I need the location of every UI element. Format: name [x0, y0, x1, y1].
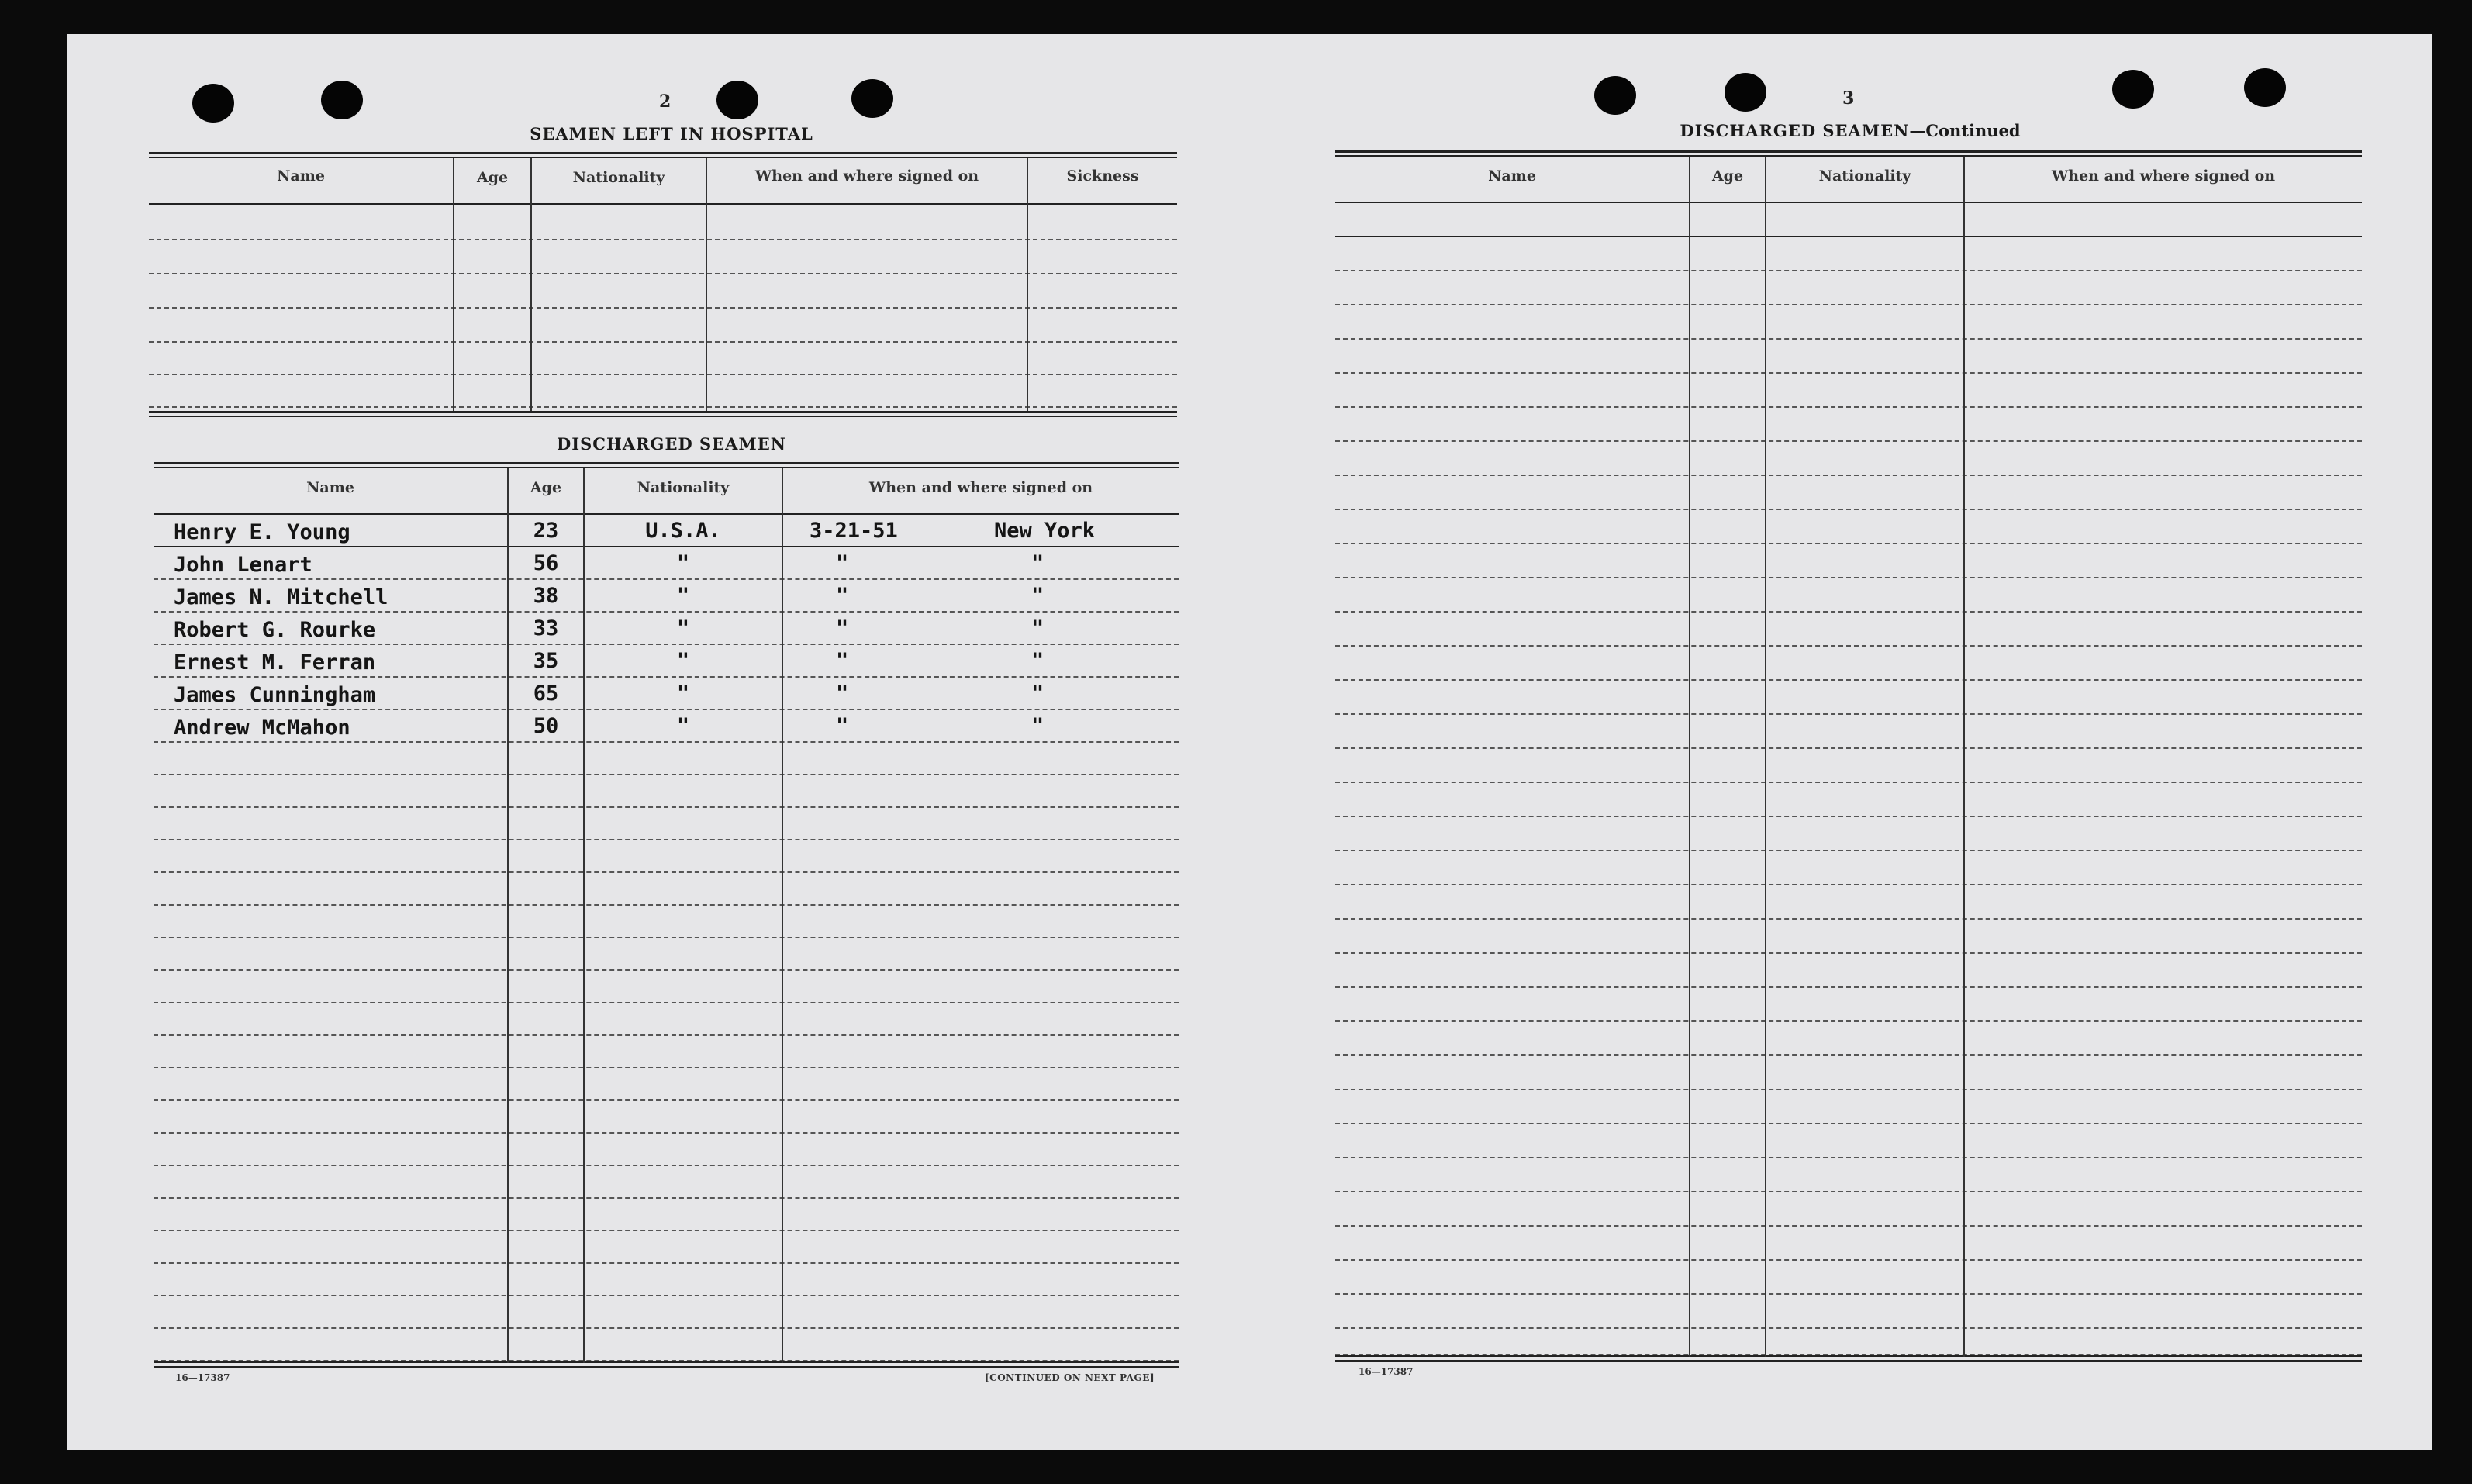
title-text: DISCHARGED SEAMEN: [1680, 121, 1910, 140]
row-when: ": [836, 714, 849, 738]
punch-hole: [321, 81, 363, 119]
discharged-section-title: DISCHARGED SEAMEN: [557, 434, 786, 454]
manifest-sheet: [67, 34, 2432, 1450]
form-number-left: 16—17387: [175, 1372, 230, 1383]
col-header-nationality: Nationality: [637, 479, 730, 496]
discharged-continued-title: [1656, 121, 2044, 140]
row-where: ": [1031, 682, 1044, 706]
row-name: James Cunningham: [174, 683, 376, 707]
row-where: ": [1031, 551, 1044, 575]
row-age: 33: [533, 616, 559, 640]
row-age: 56: [533, 551, 559, 575]
col-header-nationality: Nationality: [572, 169, 665, 186]
page-number-right: 3: [1842, 88, 1855, 109]
row-nationality: U.S.A.: [645, 519, 721, 543]
col-header-name: Name: [306, 479, 354, 496]
row-where: ": [1031, 584, 1044, 608]
row-age: 35: [533, 649, 559, 673]
page-number-left: 2: [659, 91, 672, 112]
row-nationality: ": [676, 682, 690, 706]
col-header-when-where: When and where signed on: [868, 479, 1093, 496]
form-number-right: 16—17387: [1359, 1366, 1414, 1377]
title-suffix: —Continued: [1909, 121, 2021, 140]
row-when: ": [836, 616, 849, 640]
row-name: Henry E. Young: [174, 520, 350, 544]
col-header-name: Name: [277, 167, 325, 185]
row-where: ": [1031, 714, 1044, 738]
row-where: ": [1031, 649, 1044, 673]
row-name: Andrew McMahon: [174, 716, 350, 740]
col-header-sickness: Sickness: [1066, 167, 1139, 185]
row-nationality: ": [676, 551, 690, 575]
hospital-section-title: SEAMEN LEFT IN HOSPITAL: [530, 124, 813, 143]
row-age: 50: [533, 714, 559, 738]
row-nationality: ": [676, 649, 690, 673]
row-name: Ernest M. Ferran: [174, 651, 376, 675]
row-nationality: ": [676, 616, 690, 640]
row-age: 38: [533, 584, 559, 608]
row-when: ": [836, 649, 849, 673]
punch-hole: [1594, 76, 1636, 115]
punch-hole: [2112, 70, 2154, 109]
row-nationality: ": [676, 584, 690, 608]
punch-hole: [716, 81, 758, 119]
row-age: 65: [533, 682, 559, 706]
row-where: ": [1031, 616, 1044, 640]
row-name: James N. Mitchell: [174, 585, 388, 609]
punch-hole: [192, 84, 234, 123]
col-header-name: Name: [1488, 167, 1536, 185]
col-header-age: Age: [530, 479, 562, 496]
col-header-age: Age: [1711, 167, 1744, 185]
col-header-age: Age: [476, 169, 509, 186]
punch-hole: [2244, 68, 2286, 107]
row-where: New York: [994, 519, 1096, 543]
punch-hole: [851, 79, 893, 118]
row-nationality: ": [676, 714, 690, 738]
col-header-nationality: Nationality: [1818, 167, 1911, 185]
row-name: John Lenart: [174, 553, 312, 577]
row-when: ": [836, 682, 849, 706]
col-header-when-where: When and where signed on: [2051, 167, 2276, 185]
col-header-when-where: When and where signed on: [754, 167, 979, 185]
row-when: ": [836, 551, 849, 575]
continued-note: [CONTINUED ON NEXT PAGE]: [985, 1372, 1155, 1383]
row-name: Robert G. Rourke: [174, 618, 376, 642]
row-age: 23: [533, 519, 559, 543]
row-when: ": [836, 584, 849, 608]
punch-hole: [1725, 73, 1766, 112]
row-when: 3-21-51: [810, 519, 898, 543]
